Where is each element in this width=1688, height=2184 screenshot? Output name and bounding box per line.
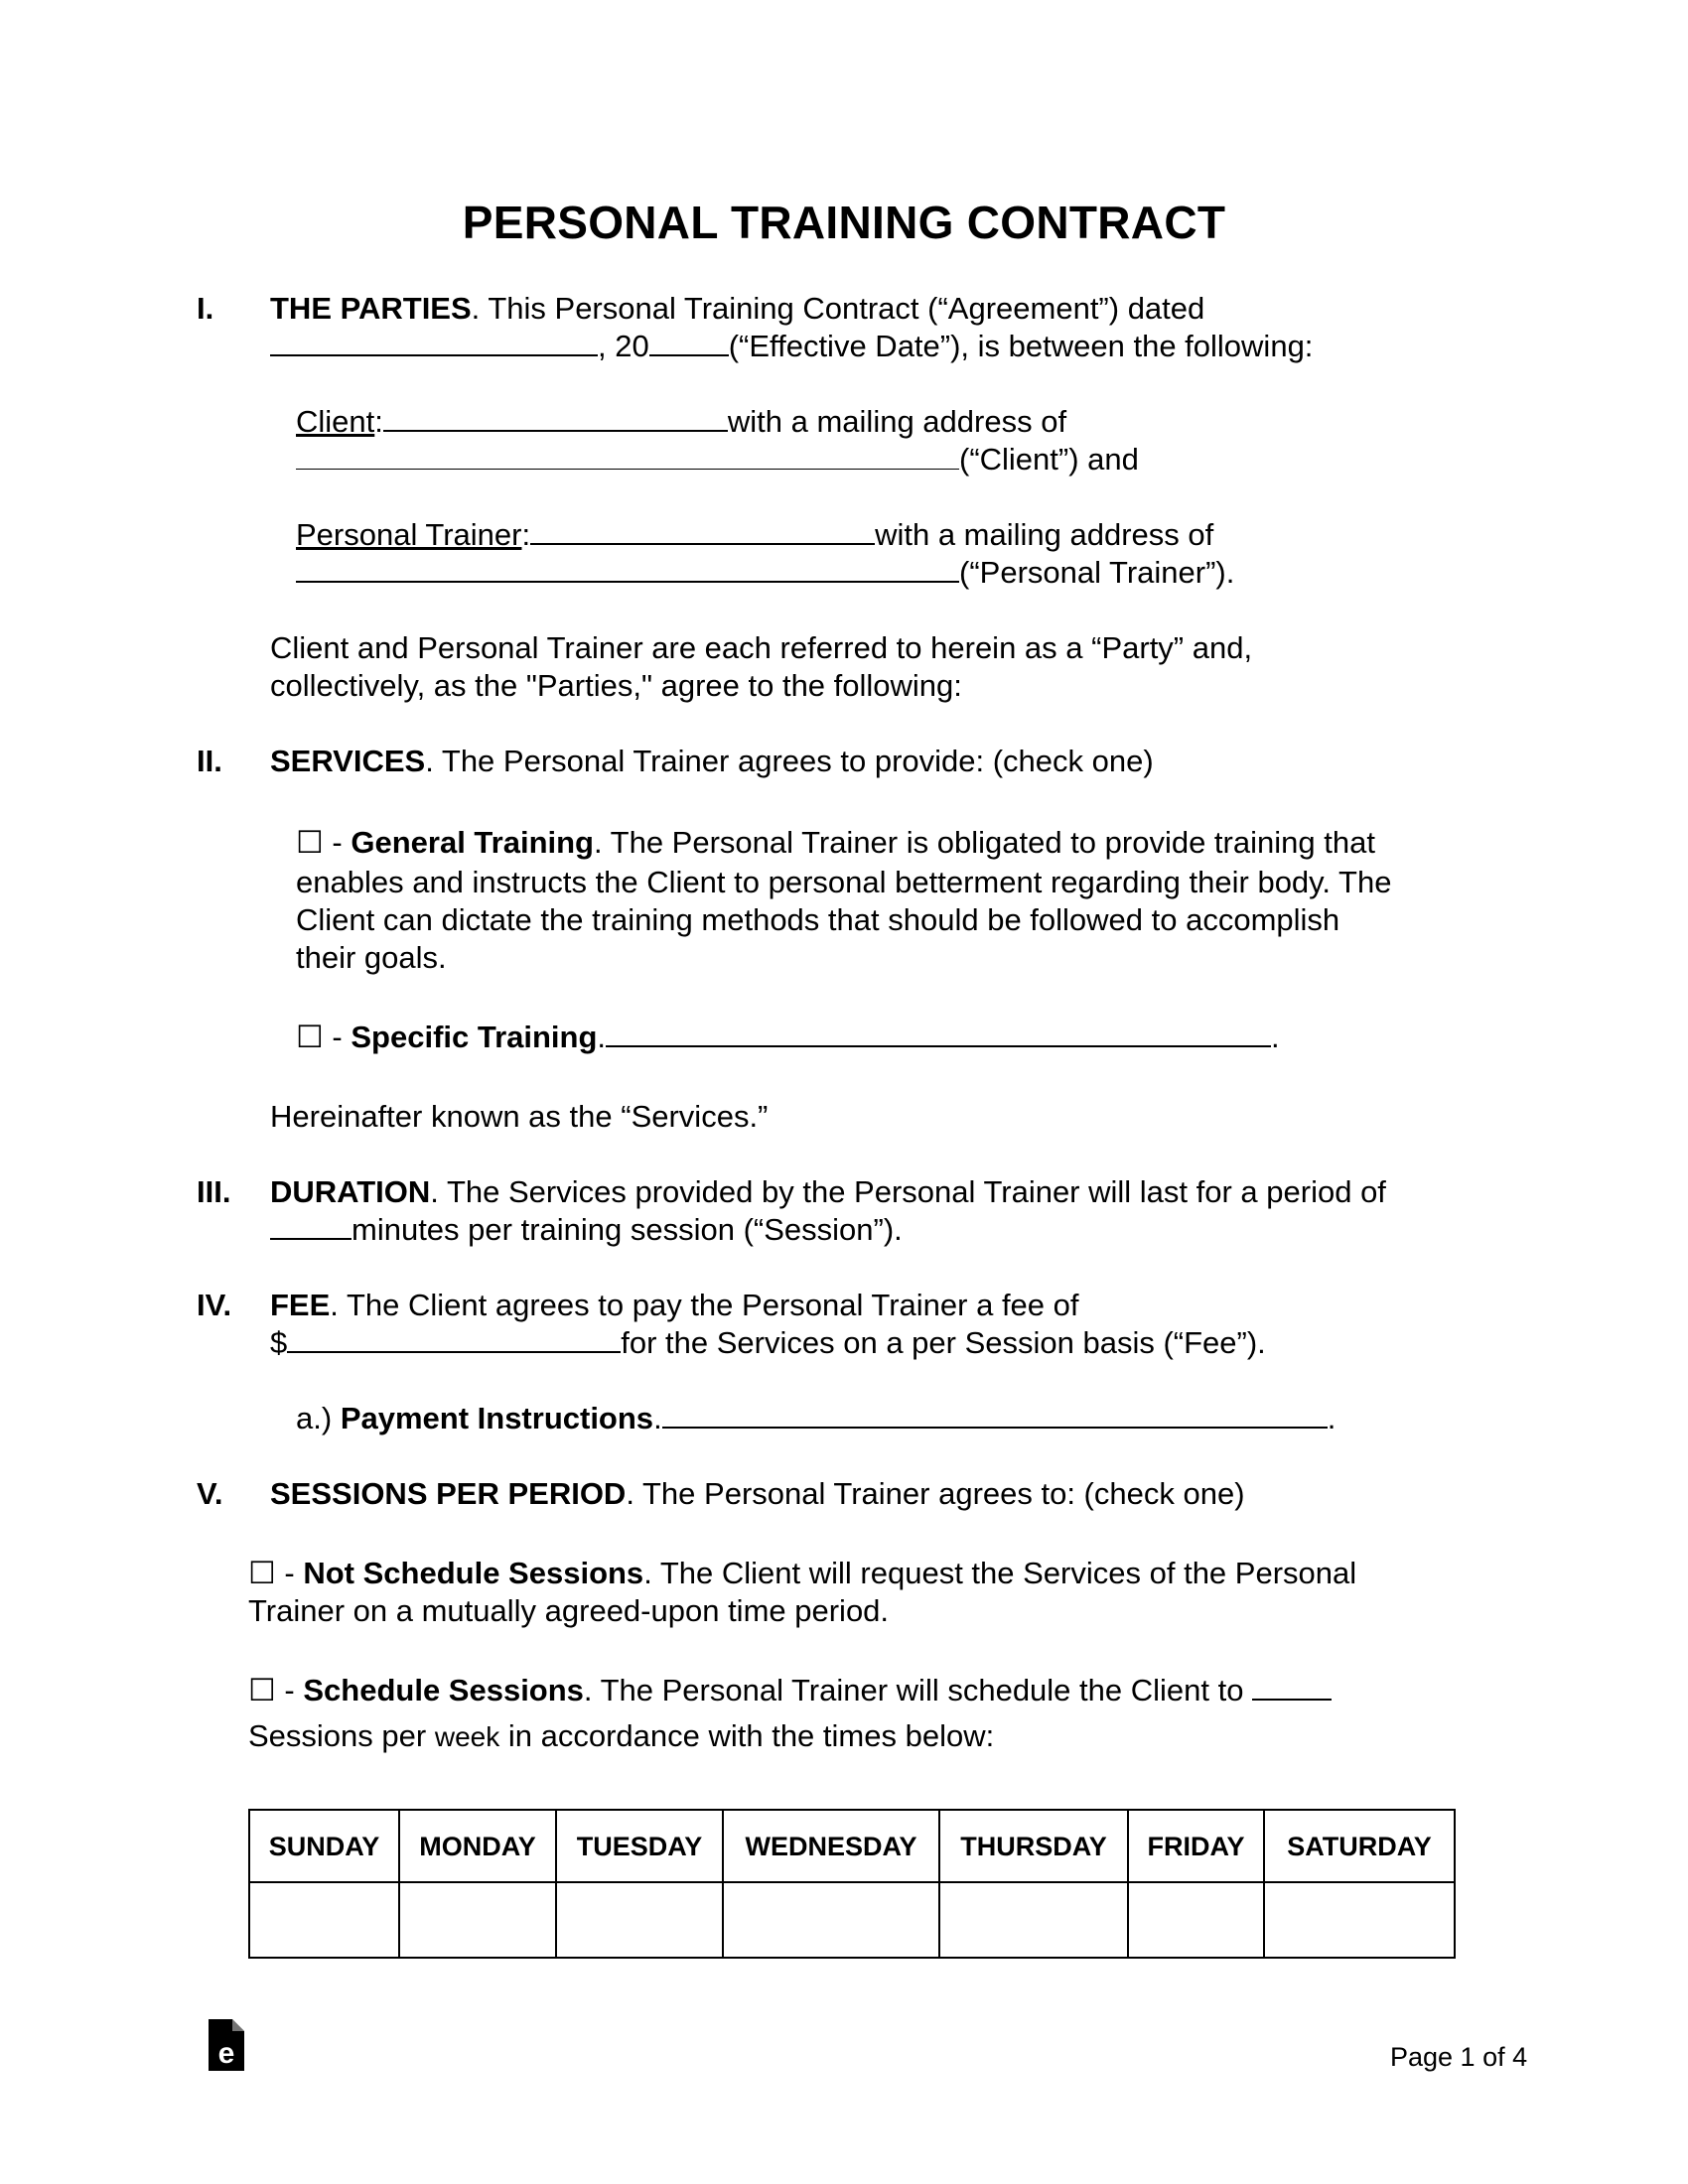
fee-text-2: for the Services on a per Session basis (“Fee”). — [621, 1325, 1266, 1360]
schedule-heading: Schedule Sessions — [303, 1673, 584, 1707]
general-training-text-1: . The Personal Trainer is obligated to provide training that — [593, 825, 1375, 860]
trainer-end-text: (“Personal Trainer”). — [959, 555, 1235, 590]
schedule-line-2 — [248, 1717, 994, 1756]
client-address-blank[interactable] — [296, 443, 959, 470]
payment-instructions-blank[interactable] — [662, 1401, 1328, 1429]
client-colon: : — [374, 404, 383, 439]
section-number-parties: I. — [197, 291, 214, 326]
time-cell-wednesday[interactable] — [723, 1882, 939, 1958]
time-cell-thursday[interactable] — [939, 1882, 1128, 1958]
specific-training-heading: Specific Training — [351, 1020, 598, 1054]
sessions-line — [270, 1475, 1245, 1513]
duration-text-2: minutes per training session (“Session”). — [352, 1212, 903, 1247]
document-e-logo-icon — [207, 2017, 246, 2073]
duration-line-2 — [270, 1211, 903, 1249]
payment-prefix: a.) — [296, 1401, 333, 1435]
general-training-line-3: Client can dictate the training methods that should be followed to accomplish — [296, 902, 1340, 937]
specific-training-blank[interactable] — [606, 1020, 1271, 1047]
trainer-line-2 — [296, 554, 1234, 592]
time-cell-monday[interactable] — [399, 1882, 556, 1958]
payment-instructions-line: a.) Payment Instructions. . — [296, 1401, 1336, 1435]
section-number-duration: III. — [197, 1174, 231, 1209]
sessions-count-blank[interactable] — [1252, 1673, 1332, 1701]
time-cell-tuesday[interactable] — [556, 1882, 723, 1958]
page-number: Page 1 of 4 — [1390, 2042, 1528, 2072]
schedule-header-row — [249, 1810, 1455, 1882]
svg-text:e: e — [217, 2037, 235, 2070]
client-line-2 — [296, 441, 1139, 478]
schedule-checkbox[interactable]: ☐ — [248, 1673, 276, 1707]
general-training-heading: General Training — [351, 825, 594, 860]
day-header-saturday: SATURDAY — [1264, 1810, 1455, 1882]
parties-line-1 — [270, 290, 1204, 328]
parties-summary-line-1: Client and Personal Trainer are each referred to herein as a “Party” and, — [270, 630, 1253, 665]
day-header-friday: FRIDAY — [1128, 1810, 1264, 1882]
payment-instructions-heading: Payment Instructions — [340, 1401, 654, 1435]
day-header-monday: MONDAY — [399, 1810, 556, 1882]
schedule-text-1: . The Personal Trainer will schedule the Client to — [583, 1673, 1244, 1707]
fee-text-1: . The Client agrees to pay the Personal Trainer a fee of — [330, 1288, 1079, 1322]
client-end-text: (“Client”) and — [959, 442, 1139, 477]
section-number-sessions: V. — [197, 1476, 223, 1511]
duration-line-1 — [270, 1173, 1386, 1211]
not-schedule-heading: Not Schedule Sessions — [303, 1556, 644, 1590]
parties-text-2: , 20 — [598, 329, 649, 363]
services-text: . The Personal Trainer agrees to provide: (check one) — [425, 744, 1154, 778]
trainer-colon: : — [521, 517, 531, 552]
parties-text-3: (“Effective Date”), is between the following: — [728, 329, 1314, 363]
trainer-address-blank[interactable] — [296, 555, 959, 583]
parties-heading: THE PARTIES — [270, 291, 472, 326]
client-line-1 — [296, 403, 1066, 441]
fee-amount-blank[interactable] — [287, 1325, 621, 1353]
specific-training-checkbox[interactable]: ☐ — [296, 1020, 324, 1054]
trainer-name-blank[interactable] — [530, 517, 875, 545]
fee-line-1 — [270, 1287, 1079, 1324]
services-hereinafter: Hereinafter known as the “Services.” — [270, 1099, 769, 1134]
general-training-line-4: their goals. — [296, 940, 447, 975]
not-schedule-line-1: ☐ - Not Schedule Sessions. The Client will request the Services of the Personal — [248, 1556, 1357, 1590]
year-blank[interactable] — [649, 329, 729, 356]
parties-summary-line-2: collectively, as the "Parties," agree to the following: — [270, 668, 962, 703]
services-line — [270, 743, 1154, 780]
sessions-heading: SESSIONS PER PERIOD — [270, 1476, 627, 1511]
duration-heading: DURATION — [270, 1174, 431, 1209]
fee-currency: $ — [270, 1325, 288, 1360]
schedule-line-1: ☐ - Schedule Sessions. The Personal Trainer will schedule the Client to — [248, 1672, 1332, 1709]
day-header-tuesday: TUESDAY — [556, 1810, 723, 1882]
client-label: Client — [296, 404, 375, 439]
duration-text-1: . The Services provided by the Personal Trainer will last for a period of — [430, 1174, 1386, 1209]
specific-training-line: ☐ - Specific Training. . — [296, 1020, 1280, 1054]
parties-text-1: . This Personal Training Contract (“Agreement”) dated — [471, 291, 1205, 326]
general-training-line-2: enables and instructs the Client to personal betterment regarding their body. The — [296, 865, 1392, 899]
fee-heading: FEE — [270, 1288, 331, 1322]
client-address-text: with a mailing address of — [727, 404, 1067, 439]
time-cell-friday[interactable] — [1128, 1882, 1264, 1958]
day-header-wednesday: WEDNESDAY — [723, 1810, 939, 1882]
client-name-blank[interactable] — [383, 404, 728, 432]
trainer-label: Personal Trainer — [296, 517, 522, 552]
duration-minutes-blank[interactable] — [270, 1212, 352, 1240]
day-header-sunday: SUNDAY — [249, 1810, 399, 1882]
general-training-line-1: ☐ - General Training. The Personal Trainer is obligated to provide training that — [296, 825, 1375, 860]
schedule-text-2a: Sessions per — [248, 1718, 427, 1753]
trainer-address-text: with a mailing address of — [875, 517, 1214, 552]
not-schedule-text-1: . The Client will request the Services of the Personal — [643, 1556, 1357, 1590]
time-cell-saturday[interactable] — [1264, 1882, 1455, 1958]
day-header-thursday: THURSDAY — [939, 1810, 1128, 1882]
section-number-fee: IV. — [197, 1288, 232, 1322]
general-training-checkbox[interactable]: ☐ — [296, 825, 324, 860]
schedule-table — [248, 1809, 1456, 1959]
effective-date-blank[interactable] — [270, 329, 598, 356]
services-heading: SERVICES — [270, 744, 426, 778]
sessions-text: . The Personal Trainer agrees to: (check one) — [626, 1476, 1245, 1511]
schedule-times-row — [249, 1882, 1455, 1958]
section-number-services: II. — [197, 744, 222, 778]
parties-line-2 — [270, 328, 1313, 365]
not-schedule-checkbox[interactable]: ☐ — [248, 1556, 276, 1590]
fee-line-2 — [270, 1324, 1266, 1362]
time-cell-sunday[interactable] — [249, 1882, 399, 1958]
not-schedule-line-2: Trainer on a mutually agreed-upon time period. — [248, 1593, 890, 1628]
trainer-line-1 — [296, 516, 1213, 554]
schedule-period[interactable]: week — [434, 1721, 500, 1752]
document-title: PERSONAL TRAINING CONTRACT — [462, 197, 1226, 248]
schedule-text-2b: in accordance with the times below: — [507, 1718, 995, 1753]
